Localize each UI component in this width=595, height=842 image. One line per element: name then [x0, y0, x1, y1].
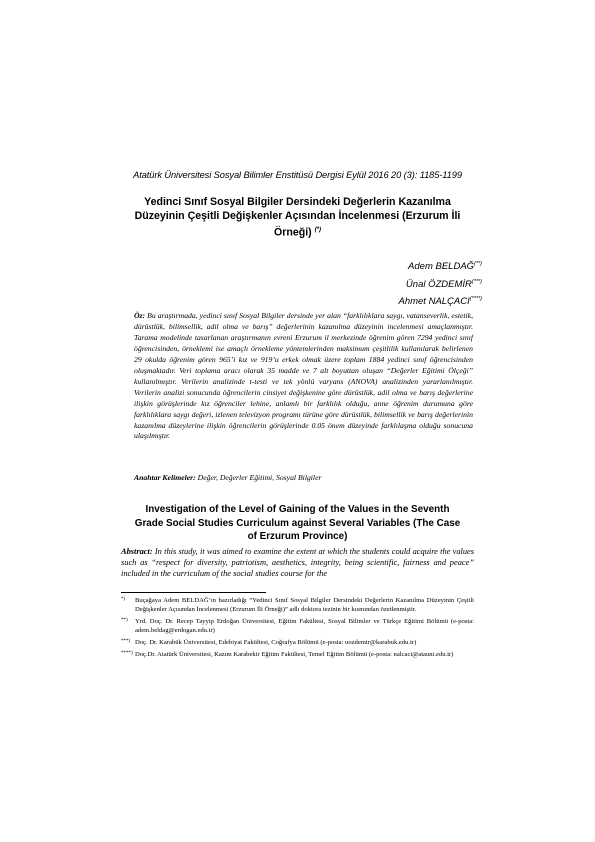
keywords-turkish [134, 473, 473, 482]
author-1-name: Adem BELDAĞ [408, 261, 475, 273]
abstract-turkish [134, 311, 473, 442]
author-3-name: Ahmet NALÇACI [398, 296, 470, 308]
title-english-line-1: Investigation of the Level of Gaining of the Values in the Seventh [145, 504, 450, 515]
author-2-mark: (***) [471, 278, 482, 285]
title-english-line-2: Grade Social Studies Curriculum against Several Variables (The Case [134, 517, 461, 529]
footnotes [121, 596, 474, 662]
footnote-2-text: Yrd. Doç. Dr. Recep Tayyip Erdoğan Üniversitesi, Eğitim Fakültesi, Sosyal Bilimler ve Türkçe Eğitimi Bölümü (e-posta: adem.beldag@erdogan.edu.tr) [135, 618, 474, 635]
abstract-english [121, 546, 474, 580]
author-1 [398, 257, 482, 275]
footnote-2-mark: **) [121, 618, 128, 623]
title-turkish-line-3-text: Örneği) [274, 226, 312, 239]
journal-header: Atatürk Üniversitesi Sosyal Bilimler Enstitüsü Dergisi Eylül 2016 20 (3): 1185-1199 [133, 170, 462, 180]
abstract-turkish-text: Bu araştırmada, yedinci sınıf Sosyal Bilgiler dersinde yer alan “farklılıklara saygı, vatanseverlik, estetik, dürüstlük, bilimsellik, adil olma ve barış” değerlerinin kazanılma düzeyinin incelenmesi amaçlanmıştır. Tarama modelinde tasarlanan araştırmanın evreni Erzurum il merkezinde öğrenim gören 7294 yedinci sınıf öğrencisinden, örneklemi ise amaçlı örnekleme yöntemlerinden maksimum çeşitlilik kullanılarak belirlenen 29 okulda öğrenim gören 965’i kız ve 919’u erkek olmak üzere toplam 1884 yedinci sınıf öğrencisinden oluşmaktadır. Veri toplama aracı olarak 35 madde ve 7 alt boyuttan oluşan “Değerler Eğitimi Ölçeği” kullanılmıştır. Verilerin analizinde t-testi ve tek yönlü varyans (ANOVA) analizinden yararlanılmıştır. Verilerin analizi sonucunda öğrencilerin cinsiyet değişkenine göre dürüstlük, adil olma ve barış değerlerine ilişkin görüşlerinde kız öğrenciler lehine, anlamlı bir farklılık olduğu, anne öğrenim durumuna göre farklılıklara saygı değeri, izlenen televizyon programı türüne göre dürüstlük, bilimsellik ve barış değerlerinin kazanılma düzeylerine ilişkin öğrencilerin görüşlerinde 0.05 önem düzeyinde farklılaşma olduğu sonucuna ulaşılmıştır. [134, 311, 473, 441]
title-turkish-line-1: Yedinci Sınıf Sosyal Bilgiler Dersindeki Değerlerin Kazanılma [144, 196, 451, 208]
footnote-3-mark: ***) [121, 639, 131, 644]
footnote-divider [121, 592, 266, 593]
footnote-1-mark: *) [121, 597, 126, 602]
keywords-text: Değer, Değerler Eğitimi, Sosyal Bilgiler [197, 473, 322, 482]
footnote-1-text: Buçağaya Adem BELDAĞ’ın hazırladığı “Yedinci Sınıf Sosyal Bilgiler Dersindeki Değerlerin Kazanılma Düzeyinin Çeşitli Değişkenler Açısından İncelenmesi (Erzurum İli Örneği)” adlı doktora tezinin bir kısmından özetlenmiştir. [135, 597, 474, 614]
title-english [110, 503, 485, 544]
abstract-english-label: Abstract: [121, 547, 153, 556]
author-1-mark: (**) [474, 261, 482, 267]
footnote-3-text: Doç. Dr. Karabük Üniversitesi, Edebiyat Fakültesi, Coğrafya Bölümü (e-posta: uozdemir@karabuk.edu.tr) [135, 639, 417, 646]
abstract-english-text: In this study, it was aimed to examine the extent at which the students could acquire the values such as “respect for diversity, patriotism, aesthetics, integrity, being scientific, fairness and peace” included in the curriculum of the social studies course for the [121, 547, 474, 579]
author-2-name: Ünal ÖZDEMİR [405, 278, 472, 290]
author-list [398, 257, 482, 310]
author-3 [398, 292, 482, 310]
title-english-line-3: of Erzurum Province) [247, 531, 348, 542]
footnote-4 [121, 650, 474, 659]
keywords-label: Anahtar Kelimeler: [134, 473, 196, 482]
title-turkish-line-2: Düzeyinin Çeşitli Değişkenler Açısından İncelenmesi (Erzurum İli [134, 210, 461, 222]
footnote-4-text: Doç.Dr. Atatürk Üniversitesi, Kazım Karabekir Eğitim Fakültesi, Temel Eğitim Bölümü (e-posta: nalcaci@atauni.edu.tr) [135, 650, 454, 658]
footnote-3 [121, 638, 474, 647]
author-3-mark: (****) [469, 296, 482, 303]
footnote-2 [121, 617, 474, 635]
title-turkish-line-3 [90, 223, 505, 240]
title-turkish [90, 195, 505, 240]
author-2 [398, 275, 482, 293]
footnote-1 [121, 596, 474, 614]
abstract-turkish-label: Öz: [134, 311, 146, 320]
footnote-4-mark: ****) [121, 650, 133, 656]
title-footnote-mark: (*) [314, 227, 321, 233]
